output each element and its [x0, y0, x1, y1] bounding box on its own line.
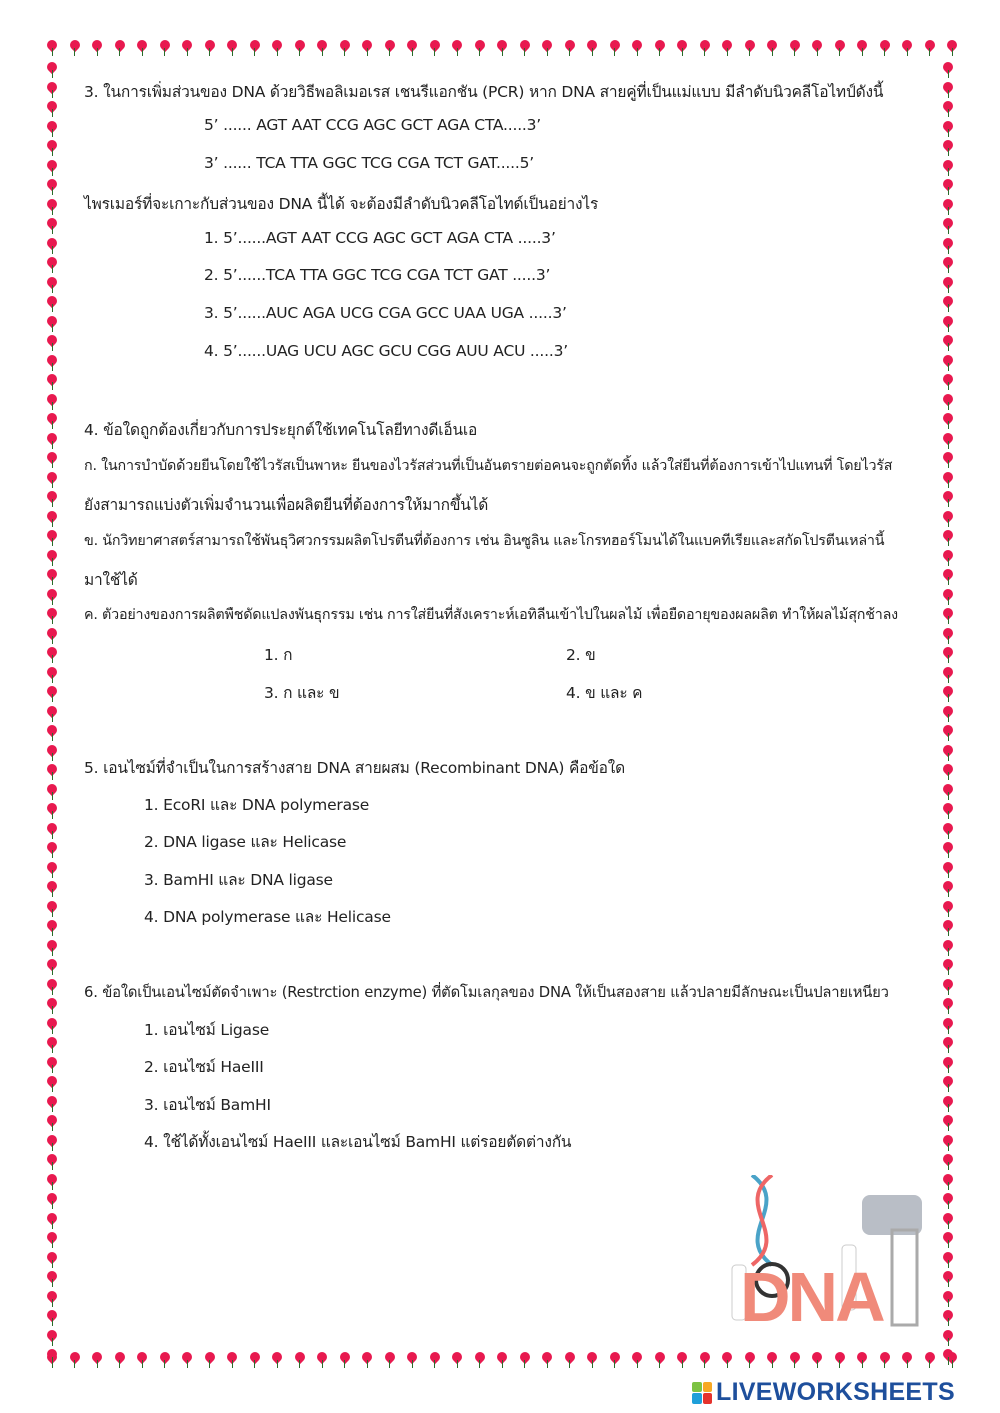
- option-2[interactable]: 2. เอนไซม์ HaeIII: [144, 1058, 264, 1076]
- heart-icon: [46, 199, 58, 215]
- heart-icon: [46, 511, 58, 527]
- heart-icon: [474, 40, 486, 56]
- heart-icon: [924, 40, 936, 56]
- heart-icon: [942, 1252, 954, 1268]
- heart-icon: [942, 1349, 954, 1365]
- heart-icon: [46, 1349, 58, 1365]
- heart-icon: [942, 277, 954, 293]
- heart-icon: [586, 40, 598, 56]
- heart-icon: [406, 1352, 418, 1368]
- heart-icon: [631, 1352, 643, 1368]
- heart-icon: [942, 1076, 954, 1092]
- option-1[interactable]: 1. 5’......AGT AAT CCG AGC GCT AGA CTA .....3’: [204, 229, 556, 247]
- heart-icon: [609, 1352, 621, 1368]
- heart-icon: [856, 40, 868, 56]
- heart-icon: [339, 1352, 351, 1368]
- heart-icon: [46, 472, 58, 488]
- heart-icon: [361, 40, 373, 56]
- heart-icon: [46, 881, 58, 897]
- heart-icon: [294, 1352, 306, 1368]
- statement-a-cont: ยังสามารถแบ่งตัวเพิ่มจำนวนเพื่อผลิตยีนที่ต้องการให้มากขึ้นได้: [84, 496, 489, 514]
- heart-icon: [46, 667, 58, 683]
- heart-icon: [46, 1174, 58, 1190]
- heart-icon: [46, 491, 58, 507]
- heart-icon: [46, 121, 58, 137]
- heart-icon: [496, 40, 508, 56]
- heart-icon: [942, 199, 954, 215]
- heart-icon: [46, 628, 58, 644]
- heart-icon: [519, 40, 531, 56]
- heart-icon: [942, 881, 954, 897]
- heart-icon: [942, 511, 954, 527]
- heart-icon: [942, 1096, 954, 1112]
- heart-icon: [942, 725, 954, 741]
- statement-a: ก. ในการบำบัดด้วยยีนโดยใช้ไวรัสเป็นพาหะ ยีนของไวรัสส่วนที่เป็นอันตรายต่อคนจะถูกตัดทิ้ง แล้วใส่ยีนที่ต้องการเข้าไปแทนที่ โดยไวรัส: [84, 458, 893, 474]
- heart-icon: [339, 40, 351, 56]
- heart-icon: [942, 803, 954, 819]
- heart-icon: [942, 218, 954, 234]
- heart-icon: [46, 647, 58, 663]
- heart-icon: [46, 1057, 58, 1073]
- heart-icon: [91, 40, 103, 56]
- heart-icon: [942, 1310, 954, 1326]
- question-text: 6. ข้อใดเป็นเอนไซม์ตัดจำเพาะ (Restrction enzyme) ที่ตัดโมเลกุลของ DNA ให้เป็นสองสาย แล้วปลายมีลักษณะเป็นปลายเหนียว: [84, 984, 889, 1001]
- heart-icon: [271, 40, 283, 56]
- heart-icon: [46, 433, 58, 449]
- heart-icon: [942, 998, 954, 1014]
- heart-icon: [271, 1352, 283, 1368]
- heart-icon: [46, 608, 58, 624]
- heart-icon: [789, 1352, 801, 1368]
- heart-icon: [46, 394, 58, 410]
- heart-icon: [46, 1310, 58, 1326]
- heart-icon: [942, 101, 954, 117]
- heart-icon: [744, 40, 756, 56]
- heart-icon: [46, 82, 58, 98]
- dna-illustration: [712, 1175, 937, 1335]
- heart-icon: [946, 40, 958, 56]
- option-4[interactable]: 4. 5’......UAG UCU AGC GCU CGG AUU ACU .....3’: [204, 342, 568, 360]
- heart-icon: [451, 40, 463, 56]
- heart-icon: [46, 40, 58, 56]
- statement-b-cont: มาใช้ได้: [84, 571, 138, 589]
- heart-icon: [942, 140, 954, 156]
- heart-icon: [519, 1352, 531, 1368]
- heart-icon: [46, 257, 58, 273]
- heart-icon: [226, 1352, 238, 1368]
- heart-icon: [766, 1352, 778, 1368]
- heart-icon: [46, 452, 58, 468]
- heart-icon: [46, 842, 58, 858]
- heart-icon: [46, 1154, 58, 1170]
- option-4[interactable]: 4. DNA polymerase และ Helicase: [144, 908, 391, 926]
- heart-icon: [46, 1096, 58, 1112]
- option-4[interactable]: 4. ใช้ได้ทั้งเอนไซม์ HaeIII และเอนไซม์ BamHI แต่รอยตัดต่างกัน: [144, 1133, 572, 1151]
- heart-icon: [942, 374, 954, 390]
- heart-icon: [46, 335, 58, 351]
- heart-icon: [429, 40, 441, 56]
- liveworksheets-logo[interactable]: [692, 1378, 955, 1407]
- heart-icon: [676, 1352, 688, 1368]
- heart-icon: [46, 1115, 58, 1131]
- heart-icon: [942, 160, 954, 176]
- heart-icon: [69, 40, 81, 56]
- heart-icon: [942, 608, 954, 624]
- heart-icon: [654, 40, 666, 56]
- heart-icon: [699, 1352, 711, 1368]
- heart-icon: [631, 40, 643, 56]
- heart-icon: [159, 1352, 171, 1368]
- heart-icon: [942, 940, 954, 956]
- heart-icon: [114, 40, 126, 56]
- option-1[interactable]: 1. เอนไซม์ Ligase: [144, 1021, 270, 1039]
- heart-icon: [654, 1352, 666, 1368]
- heart-icon: [942, 569, 954, 585]
- heart-icon: [159, 40, 171, 56]
- question-prompt: ไพรเมอร์ที่จะเกาะกับส่วนของ DNA นี้ได้ จะต้องมีลำดับนิวคลีโอไทด์เป็นอย่างไร: [84, 195, 599, 213]
- heart-icon: [384, 40, 396, 56]
- heart-icon: [942, 1057, 954, 1073]
- heart-icon: [942, 979, 954, 995]
- heart-icon: [721, 40, 733, 56]
- heart-icon: [942, 1154, 954, 1170]
- heart-icon: [942, 530, 954, 546]
- heart-icon: [942, 686, 954, 702]
- option-3[interactable]: 3. 5’......AUC AGA UCG CGA GCC UAA UGA .....3’: [204, 304, 567, 322]
- heart-icon: [46, 901, 58, 917]
- heart-icon: [942, 335, 954, 351]
- heart-icon: [451, 1352, 463, 1368]
- heart-icon: [942, 472, 954, 488]
- question-text: 4. ข้อใดถูกต้องเกี่ยวกับการประยุกต์ใช้เทคโนโลยีทางดีเอ็นเอ: [84, 421, 478, 439]
- heart-icon: [942, 1037, 954, 1053]
- heart-icon: [46, 374, 58, 390]
- heart-icon: [942, 862, 954, 878]
- heart-icon: [204, 40, 216, 56]
- heart-icon: [942, 1232, 954, 1248]
- heart-icon: [91, 1352, 103, 1368]
- heart-icon: [942, 823, 954, 839]
- option-1[interactable]: 1. ก: [264, 646, 293, 664]
- heart-icon: [46, 550, 58, 566]
- heart-icon: [181, 1352, 193, 1368]
- heart-icon: [942, 82, 954, 98]
- heart-icon: [69, 1352, 81, 1368]
- heart-icon: [942, 121, 954, 137]
- heart-icon: [46, 1330, 58, 1346]
- heart-icon: [924, 1352, 936, 1368]
- heart-icon: [586, 1352, 598, 1368]
- heart-icon: [46, 862, 58, 878]
- heart-icon: [942, 1018, 954, 1034]
- heart-icon: [811, 40, 823, 56]
- statement-b: ข. นักวิทยาศาสตร์สามารถใช้พันธุวิศวกรรมผลิตโปรตีนที่ต้องการ เช่น อินซูลิน และโกรทฮอร์โมนได้ในแบคทีเรียและสกัดโปรตีนเหล่านี้: [84, 533, 885, 549]
- heart-icon: [942, 238, 954, 254]
- heart-icon: [699, 40, 711, 56]
- heart-icon: [721, 1352, 733, 1368]
- heart-icon: [942, 296, 954, 312]
- heart-icon: [942, 394, 954, 410]
- statement-c: ค. ตัวอย่างของการผลิตพืชดัดแปลงพันธุกรรม เช่น การใส่ยีนที่สังเคราะห์เอทิลีนเข้าไปในผลไม้ เพื่อยืดอายุของผลผลิต ทำให้ผลไม้สุกช้าลง: [84, 607, 898, 623]
- heart-icon: [541, 1352, 553, 1368]
- heart-icon: [942, 179, 954, 195]
- heart-icon: [46, 569, 58, 585]
- heart-icon: [564, 1352, 576, 1368]
- heart-icon: [901, 40, 913, 56]
- heart-icon: [46, 803, 58, 819]
- heart-icon: [942, 1213, 954, 1229]
- template-strand-1: 5’ ...... AGT AAT CCG AGC GCT AGA CTA.....3’: [204, 116, 542, 134]
- dna-label: DNA: [740, 1258, 883, 1336]
- heart-icon: [46, 589, 58, 605]
- heart-icon: [46, 920, 58, 936]
- heart-icon: [942, 413, 954, 429]
- heart-icon: [942, 316, 954, 332]
- heart-icon: [942, 706, 954, 722]
- heart-icon: [942, 589, 954, 605]
- option-1[interactable]: 1. EcoRI และ DNA polymerase: [144, 796, 370, 814]
- heart-icon: [942, 355, 954, 371]
- option-2[interactable]: 2. 5’......TCA TTA GGC TCG CGA TCT GAT .....3’: [204, 266, 551, 284]
- question-text: 5. เอนไซม์ที่จำเป็นในการสร้างสาย DNA สายผสม (Recombinant DNA) คือข้อใด: [84, 759, 625, 777]
- heart-icon: [942, 433, 954, 449]
- heart-icon: [496, 1352, 508, 1368]
- heart-icon: [406, 40, 418, 56]
- heart-icon: [942, 920, 954, 936]
- heart-icon: [942, 1174, 954, 1190]
- heart-icon: [564, 40, 576, 56]
- heart-icon: [942, 667, 954, 683]
- heart-icon: [249, 40, 261, 56]
- heart-icon: [942, 1330, 954, 1346]
- heart-icon: [46, 1271, 58, 1287]
- heart-icon: [46, 725, 58, 741]
- heart-icon: [46, 940, 58, 956]
- heart-icon: [942, 257, 954, 273]
- heart-icon: [46, 218, 58, 234]
- ladder-icon: [892, 1230, 917, 1325]
- heart-icon: [942, 550, 954, 566]
- heart-icon: [942, 959, 954, 975]
- heart-icon: [879, 1352, 891, 1368]
- heart-icon: [609, 40, 621, 56]
- heart-icon: [676, 40, 688, 56]
- heart-icon: [46, 1213, 58, 1229]
- heart-icon: [46, 959, 58, 975]
- heart-icon: [226, 40, 238, 56]
- heart-icon: [46, 745, 58, 761]
- heart-icon: [114, 1352, 126, 1368]
- heart-icon: [46, 530, 58, 546]
- heart-icon: [249, 1352, 261, 1368]
- logo-badge-icon: [692, 1382, 712, 1404]
- heart-icon: [942, 647, 954, 663]
- heart-icon: [856, 1352, 868, 1368]
- heart-icon: [204, 1352, 216, 1368]
- heart-icon: [46, 296, 58, 312]
- heart-icon: [46, 179, 58, 195]
- option-2[interactable]: 2. DNA ligase และ Helicase: [144, 833, 347, 851]
- heart-icon: [181, 40, 193, 56]
- heart-icon: [942, 62, 954, 78]
- option-2[interactable]: 2. ข: [566, 646, 596, 664]
- heart-icon: [46, 140, 58, 156]
- heart-icon: [46, 1252, 58, 1268]
- heart-icon: [834, 1352, 846, 1368]
- heart-icon: [744, 1352, 756, 1368]
- heart-icon: [46, 706, 58, 722]
- heart-icon: [942, 1135, 954, 1151]
- heart-icon: [46, 1135, 58, 1151]
- heart-icon: [46, 823, 58, 839]
- heart-icon: [46, 1076, 58, 1092]
- heart-icon: [789, 40, 801, 56]
- heart-icon: [942, 1291, 954, 1307]
- option-4[interactable]: 4. ข และ ค: [566, 684, 643, 702]
- heart-icon: [942, 764, 954, 780]
- heart-icon: [316, 40, 328, 56]
- heart-icon: [46, 355, 58, 371]
- heart-icon: [942, 1193, 954, 1209]
- heart-icon: [46, 1018, 58, 1034]
- heart-icon: [766, 40, 778, 56]
- heart-icon: [46, 1232, 58, 1248]
- question-text: 3. ในการเพิ่มส่วนของ DNA ด้วยวิธีพอลิเมอเรส เชนรีแอกชัน (PCR) หาก DNA สายคู่ที่เป็นแม่แบบ มีลำดับนิวคลีโอไทป์ดังนี้: [84, 83, 884, 101]
- heart-icon: [429, 1352, 441, 1368]
- heart-icon: [46, 62, 58, 78]
- heart-icon: [46, 238, 58, 254]
- heart-icon: [136, 1352, 148, 1368]
- heart-icon: [46, 316, 58, 332]
- heart-icon: [46, 413, 58, 429]
- heart-icon: [361, 1352, 373, 1368]
- option-3[interactable]: 3. เอนไซม์ BamHI: [144, 1096, 271, 1114]
- heart-icon: [834, 40, 846, 56]
- heart-icon: [46, 764, 58, 780]
- heart-icon: [879, 40, 891, 56]
- heart-icon: [46, 784, 58, 800]
- heart-icon: [942, 1115, 954, 1131]
- heart-icon: [541, 40, 553, 56]
- heart-icon: [294, 40, 306, 56]
- heart-icon: [942, 491, 954, 507]
- heart-icon: [384, 1352, 396, 1368]
- logo-text: LIVEWORKSHEETS: [716, 1378, 955, 1406]
- option-3[interactable]: 3. BamHI และ DNA ligase: [144, 871, 333, 889]
- heart-icon: [46, 160, 58, 176]
- heart-icon: [942, 745, 954, 761]
- heart-icon: [942, 628, 954, 644]
- heart-icon: [942, 842, 954, 858]
- heart-icon: [46, 1037, 58, 1053]
- heart-icon: [46, 1291, 58, 1307]
- template-strand-2: 3’ ...... TCA TTA GGC TCG CGA TCT GAT.....5’: [204, 154, 535, 172]
- dna-helix-icon: [752, 1175, 772, 1265]
- heart-icon: [46, 277, 58, 293]
- heart-icon: [942, 901, 954, 917]
- heart-icon: [46, 686, 58, 702]
- heart-icon: [942, 1271, 954, 1287]
- heart-icon: [46, 101, 58, 117]
- heart-icon: [474, 1352, 486, 1368]
- heart-icon: [942, 784, 954, 800]
- heart-icon: [811, 1352, 823, 1368]
- heart-icon: [901, 1352, 913, 1368]
- heart-icon: [942, 452, 954, 468]
- heart-icon: [46, 1193, 58, 1209]
- heart-icon: [316, 1352, 328, 1368]
- heart-icon: [136, 40, 148, 56]
- heart-icon: [46, 998, 58, 1014]
- heart-icon: [46, 979, 58, 995]
- option-3[interactable]: 3. ก และ ข: [264, 684, 340, 702]
